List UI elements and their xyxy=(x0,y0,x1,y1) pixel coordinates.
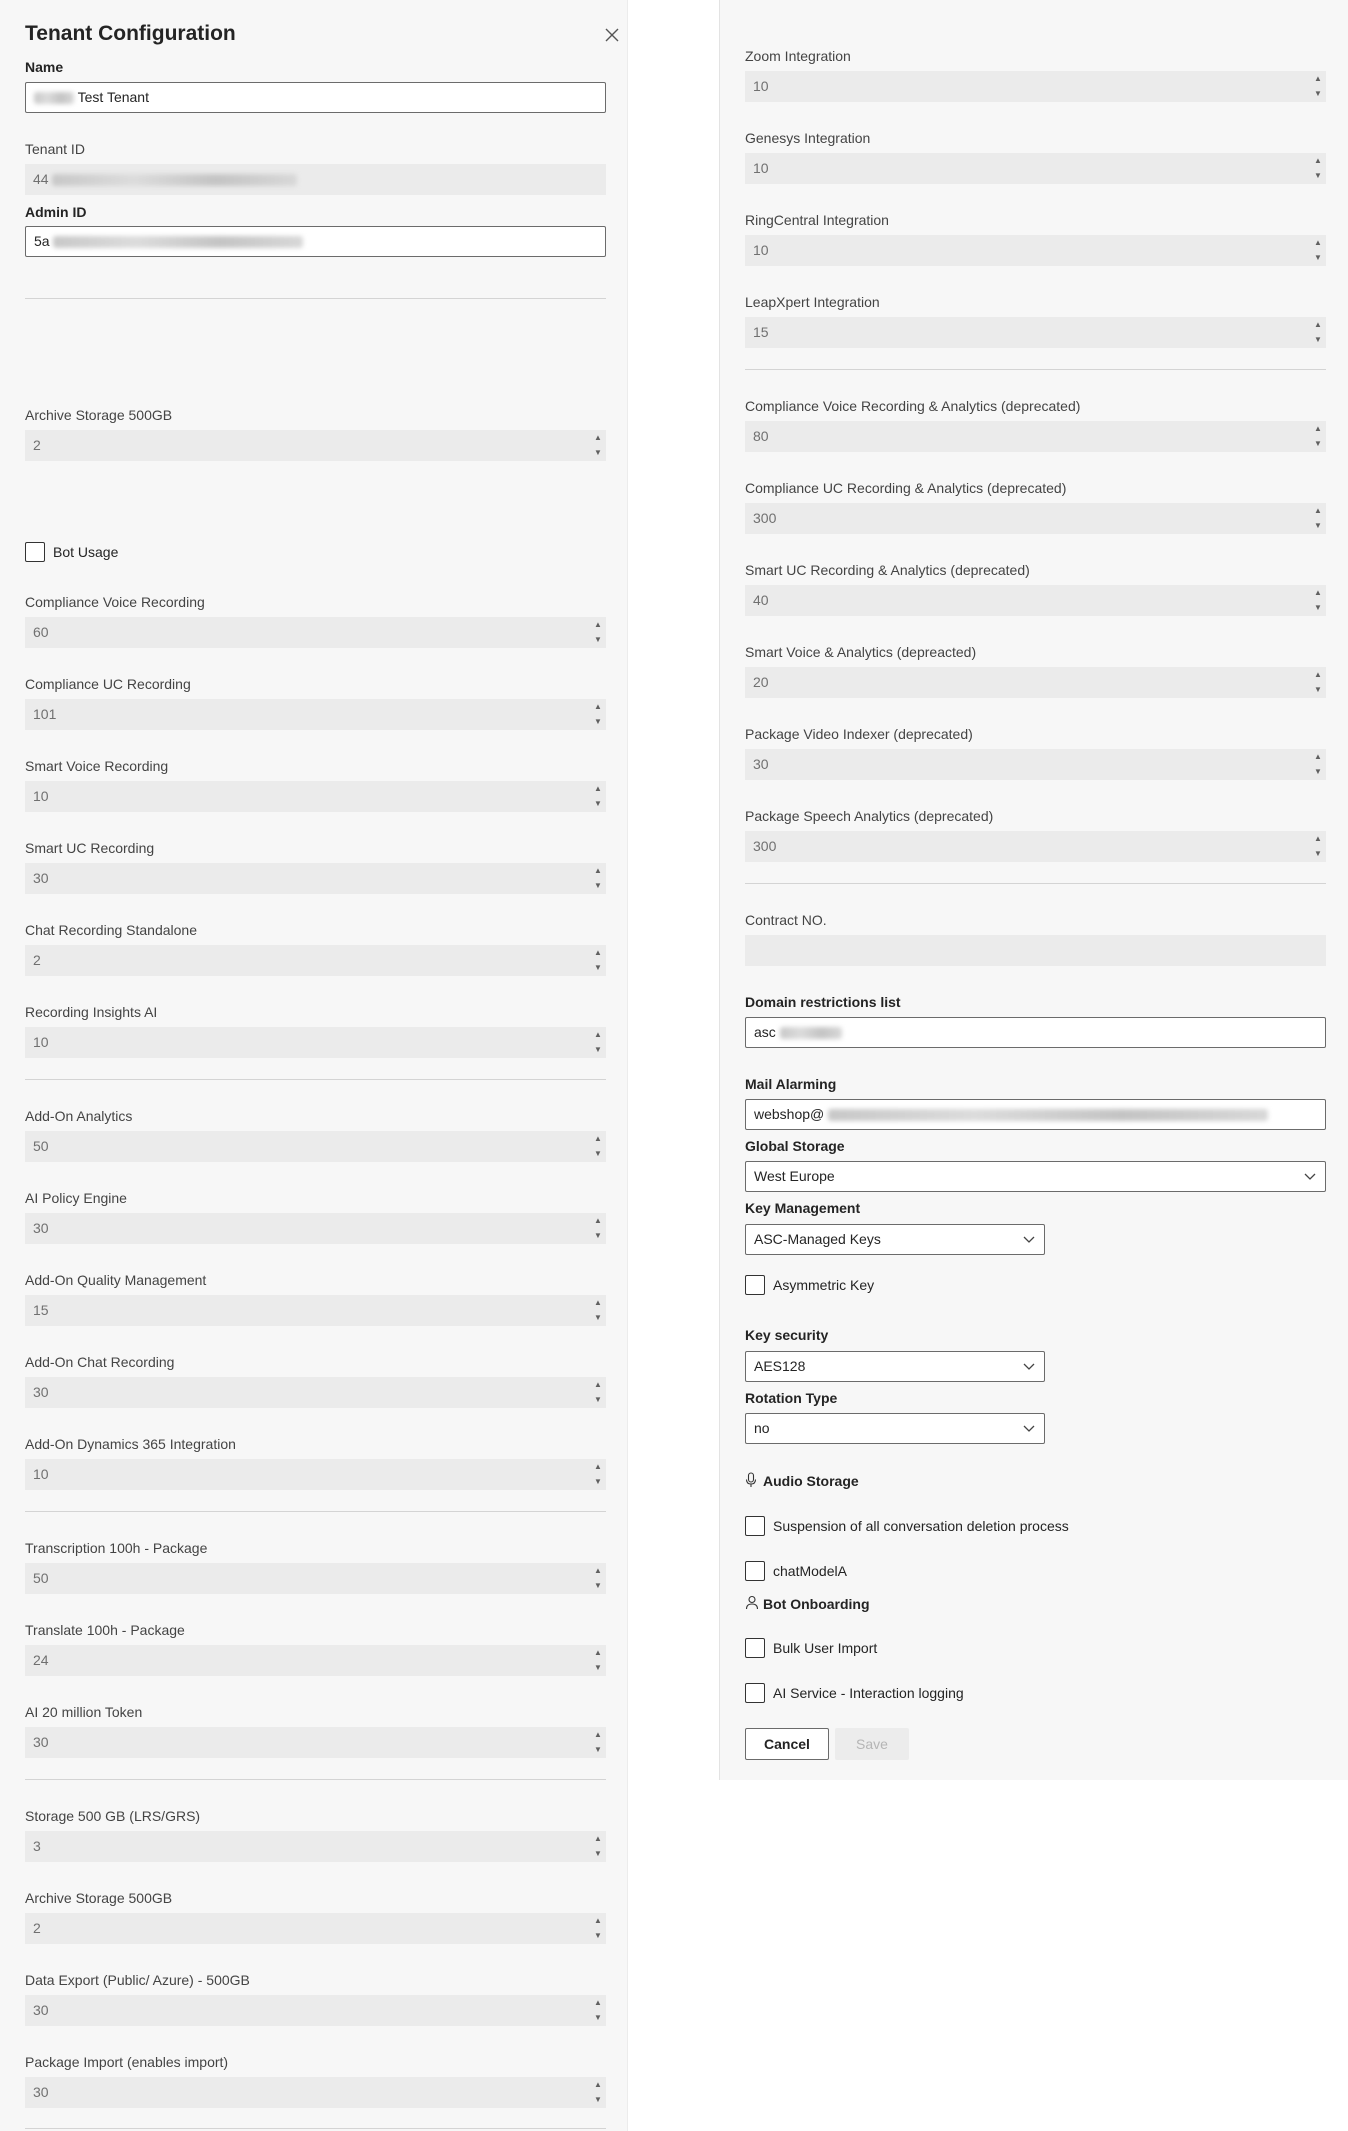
bot-usage-label: Bot Usage xyxy=(53,544,119,560)
genesys-integration-input[interactable] xyxy=(745,153,1326,184)
field-value: 40 xyxy=(753,592,769,608)
smart-uc-analytics-input[interactable] xyxy=(745,585,1326,616)
spin-up-icon[interactable]: ▲ xyxy=(594,2080,602,2089)
spinner[interactable] xyxy=(1312,751,1324,778)
field-value: 10 xyxy=(753,160,769,176)
ai-policy-engine-input[interactable] xyxy=(25,1213,606,1244)
ai-token-input[interactable] xyxy=(25,1727,606,1758)
field-value: 60 xyxy=(33,624,49,640)
mail-alarming-input[interactable] xyxy=(745,1099,1326,1130)
spin-up-icon[interactable]: ▲ xyxy=(594,702,602,711)
redacted-text xyxy=(52,174,297,186)
section-divider xyxy=(25,2128,606,2129)
close-icon[interactable] xyxy=(603,26,621,44)
spinner[interactable] xyxy=(592,1647,604,1674)
key-security-dropdown[interactable] xyxy=(745,1351,1045,1382)
chat-model-checkbox[interactable] xyxy=(745,1561,765,1581)
domain-restrictions-label: Domain restrictions list xyxy=(745,994,901,1010)
spin-down-icon[interactable]: ▼ xyxy=(594,2013,602,2022)
field-value: 10 xyxy=(33,1466,49,1482)
tenant-config-panel-right xyxy=(719,0,1348,1780)
spinner[interactable] xyxy=(1312,669,1324,696)
spinner[interactable] xyxy=(1312,833,1324,860)
field-label: Smart Voice & Analytics (depreacted) xyxy=(745,644,977,660)
spin-down-icon[interactable]: ▼ xyxy=(594,1395,602,1404)
admin-id-label: Admin ID xyxy=(25,204,87,220)
spin-down-icon[interactable]: ▼ xyxy=(1314,603,1322,612)
redacted-text xyxy=(53,236,303,248)
redacted-text xyxy=(34,92,74,104)
mail-prefix: webshop@ xyxy=(754,1106,825,1122)
suspension-checkbox[interactable] xyxy=(745,1516,765,1536)
tenant-id-prefix: 44 xyxy=(33,171,49,187)
spin-up-icon[interactable]: ▲ xyxy=(1314,588,1322,597)
spinner[interactable] xyxy=(592,1997,604,2024)
field-value: 10 xyxy=(33,1034,49,1050)
spinner[interactable] xyxy=(592,865,604,892)
microphone-icon xyxy=(745,1472,757,1488)
spinner[interactable] xyxy=(1312,505,1324,532)
spin-down-icon[interactable]: ▼ xyxy=(1314,685,1322,694)
compliance-voice-analytics-input[interactable] xyxy=(745,421,1326,452)
spin-up-icon[interactable]: ▲ xyxy=(594,1730,602,1739)
spinner[interactable] xyxy=(592,1565,604,1592)
field-label: Translate 100h - Package xyxy=(25,1622,185,1638)
transcription-package-input[interactable] xyxy=(25,1563,606,1594)
admin-id-input[interactable] xyxy=(25,226,606,257)
section-divider xyxy=(745,883,1326,884)
asymmetric-key-label: Asymmetric Key xyxy=(773,1277,875,1293)
save-button[interactable]: Save xyxy=(835,1728,909,1760)
field-value: 3 xyxy=(33,1838,41,1854)
spin-down-icon[interactable]: ▼ xyxy=(594,1231,602,1240)
field-label: AI 20 million Token xyxy=(25,1704,143,1720)
domain-prefix: asc xyxy=(754,1024,776,1040)
spin-down-icon[interactable]: ▼ xyxy=(1314,171,1322,180)
spin-down-icon[interactable]: ▼ xyxy=(594,963,602,972)
spin-down-icon[interactable]: ▼ xyxy=(594,1045,602,1054)
spin-up-icon[interactable]: ▲ xyxy=(594,1216,602,1225)
field-label: Transcription 100h - Package xyxy=(25,1540,208,1556)
field-label: Data Export (Public/ Azure) - 500GB xyxy=(25,1972,250,1988)
field-label: Archive Storage 500GB xyxy=(25,1890,173,1906)
field-label: Compliance Voice Recording & Analytics (deprecated) xyxy=(745,398,1081,414)
field-label: LeapXpert Integration xyxy=(745,294,880,310)
spinner[interactable] xyxy=(592,1297,604,1324)
spin-up-icon[interactable]: ▲ xyxy=(594,1648,602,1657)
field-value: 10 xyxy=(753,242,769,258)
field-label: Genesys Integration xyxy=(745,130,871,146)
field-value: 50 xyxy=(33,1138,49,1154)
domain-restrictions-input[interactable] xyxy=(745,1017,1326,1048)
add-on-analytics-input[interactable] xyxy=(25,1131,606,1162)
spin-up-icon[interactable]: ▲ xyxy=(594,866,602,875)
bulk-user-import-label: Bulk User Import xyxy=(773,1640,878,1656)
spin-up-icon[interactable]: ▲ xyxy=(594,1134,602,1143)
field-label: Package Speech Analytics (deprecated) xyxy=(745,808,994,824)
spin-up-icon[interactable]: ▲ xyxy=(594,433,602,442)
spin-down-icon[interactable]: ▼ xyxy=(594,881,602,890)
spinner[interactable] xyxy=(592,701,604,728)
spin-up-icon[interactable]: ▲ xyxy=(594,1030,602,1039)
spin-up-icon[interactable]: ▲ xyxy=(594,1834,602,1843)
contract-label: Contract NO. xyxy=(745,912,827,928)
spin-down-icon[interactable]: ▼ xyxy=(594,635,602,644)
key-management-value: ASC-Managed Keys xyxy=(754,1231,881,1247)
spinner[interactable] xyxy=(592,783,604,810)
smart-voice-recording-input[interactable] xyxy=(25,781,606,812)
field-label: AI Policy Engine xyxy=(25,1190,127,1206)
field-label: Compliance UC Recording & Analytics (deprecated) xyxy=(745,480,1067,496)
spinner[interactable] xyxy=(1312,423,1324,450)
rotation-type-value: no xyxy=(754,1420,770,1436)
mail-alarming-label: Mail Alarming xyxy=(745,1076,837,1092)
spinner[interactable] xyxy=(592,619,604,646)
tenant-config-panel-left xyxy=(0,0,628,2131)
spin-down-icon[interactable]: ▼ xyxy=(594,2095,602,2104)
audio-storage-heading: Audio Storage xyxy=(763,1473,859,1489)
redacted-text xyxy=(828,1109,1268,1121)
spin-down-icon[interactable]: ▼ xyxy=(1314,253,1322,262)
spinner[interactable] xyxy=(1312,237,1324,264)
ringcentral-integration-input[interactable] xyxy=(745,235,1326,266)
field-value: 30 xyxy=(33,870,49,886)
package-video-indexer-input[interactable] xyxy=(745,749,1326,780)
field-value: 2 xyxy=(33,952,41,968)
spin-down-icon[interactable]: ▼ xyxy=(1314,849,1322,858)
cancel-button[interactable]: Cancel xyxy=(745,1728,829,1760)
spin-up-icon[interactable]: ▲ xyxy=(594,1298,602,1307)
spin-down-icon[interactable]: ▼ xyxy=(594,1313,602,1322)
spin-up-icon[interactable]: ▲ xyxy=(594,1566,602,1575)
key-security-value: AES128 xyxy=(754,1358,806,1374)
spin-down-icon[interactable]: ▼ xyxy=(594,1931,602,1940)
spin-up-icon[interactable]: ▲ xyxy=(1314,74,1322,83)
spinner[interactable] xyxy=(592,2079,604,2106)
spin-up-icon[interactable]: ▲ xyxy=(594,1462,602,1471)
smart-uc-recording-input[interactable] xyxy=(25,863,606,894)
chevron-down-icon xyxy=(1023,1360,1035,1372)
spin-down-icon[interactable]: ▼ xyxy=(1314,335,1322,344)
archive-storage-input[interactable] xyxy=(25,430,606,461)
spinner[interactable] xyxy=(1312,155,1324,182)
key-management-label: Key Management xyxy=(745,1200,861,1216)
bulk-user-import-checkbox[interactable] xyxy=(745,1638,765,1658)
spin-down-icon[interactable]: ▼ xyxy=(594,1849,602,1858)
rotation-type-dropdown[interactable] xyxy=(745,1413,1045,1444)
storage-500gb-input[interactable] xyxy=(25,1831,606,1862)
suspension-label: Suspension of all conversation deletion process xyxy=(773,1518,1069,1534)
field-value: 50 xyxy=(33,1570,49,1586)
spin-down-icon[interactable]: ▼ xyxy=(594,1663,602,1672)
spinner[interactable] xyxy=(1312,73,1324,100)
spin-up-icon[interactable]: ▲ xyxy=(1314,156,1322,165)
field-value: 10 xyxy=(753,78,769,94)
spin-up-icon[interactable]: ▲ xyxy=(1314,320,1322,329)
package-speech-analytics-input[interactable] xyxy=(745,831,1326,862)
field-label: Add-On Analytics xyxy=(25,1108,133,1124)
contract-field xyxy=(745,935,1326,966)
key-management-dropdown[interactable] xyxy=(745,1224,1045,1255)
field-value: 300 xyxy=(753,838,777,854)
field-label: Smart Voice Recording xyxy=(25,758,169,774)
spinner[interactable] xyxy=(592,1461,604,1488)
field-value: 2 xyxy=(33,437,41,453)
archive-storage-input[interactable] xyxy=(25,1913,606,1944)
person-icon xyxy=(745,1595,759,1610)
field-value: 30 xyxy=(33,1384,49,1400)
field-label: Add-On Quality Management xyxy=(25,1272,207,1288)
chevron-down-icon xyxy=(1023,1233,1035,1245)
translate-package-input[interactable] xyxy=(25,1645,606,1676)
compliance-uc-recording-input[interactable] xyxy=(25,699,606,730)
spin-down-icon[interactable]: ▼ xyxy=(594,717,602,726)
global-storage-label: Global Storage xyxy=(745,1138,845,1154)
field-label: Compliance Voice Recording xyxy=(25,594,205,610)
spin-down-icon[interactable]: ▼ xyxy=(594,1477,602,1486)
spinner[interactable] xyxy=(592,432,604,459)
spinner[interactable] xyxy=(592,1215,604,1242)
chat-model-label: chatModelA xyxy=(773,1563,847,1579)
spin-down-icon[interactable]: ▼ xyxy=(594,1149,602,1158)
spin-down-icon[interactable]: ▼ xyxy=(1314,89,1322,98)
ai-service-logging-label: AI Service - Interaction logging xyxy=(773,1685,964,1701)
spin-up-icon[interactable]: ▲ xyxy=(1314,752,1322,761)
field-value: 2 xyxy=(33,1920,41,1936)
spin-up-icon[interactable]: ▲ xyxy=(594,1916,602,1925)
spinner[interactable] xyxy=(592,1729,604,1756)
spinner[interactable] xyxy=(592,1133,604,1160)
add-on-quality-management-input[interactable] xyxy=(25,1295,606,1326)
page-title: Tenant Configuration xyxy=(25,22,236,45)
spin-down-icon[interactable]: ▼ xyxy=(1314,767,1322,776)
spin-down-icon[interactable]: ▼ xyxy=(1314,439,1322,448)
field-value: 15 xyxy=(33,1302,49,1318)
spinner[interactable] xyxy=(1312,587,1324,614)
chevron-down-icon xyxy=(1023,1422,1035,1434)
spin-up-icon[interactable]: ▲ xyxy=(594,784,602,793)
bot-onboarding-heading: Bot Onboarding xyxy=(763,1596,870,1612)
field-value: 24 xyxy=(33,1652,49,1668)
name-value: Test Tenant xyxy=(77,89,149,105)
section-divider xyxy=(25,298,606,299)
field-label: Recording Insights AI xyxy=(25,1004,158,1020)
tenant-id-label: Tenant ID xyxy=(25,141,85,157)
spin-down-icon[interactable]: ▼ xyxy=(1314,521,1322,530)
field-value: 101 xyxy=(33,706,57,722)
asymmetric-key-checkbox[interactable] xyxy=(745,1275,765,1295)
field-label: Archive Storage 500GB xyxy=(25,407,173,423)
data-export-input[interactable] xyxy=(25,1995,606,2026)
global-storage-value: West Europe xyxy=(754,1168,835,1184)
field-label: Package Video Indexer (deprecated) xyxy=(745,726,973,742)
spinner[interactable] xyxy=(592,1029,604,1056)
spinner[interactable] xyxy=(1312,319,1324,346)
package-import-input[interactable] xyxy=(25,2077,606,2108)
field-label: Smart UC Recording xyxy=(25,840,155,856)
spin-up-icon[interactable]: ▲ xyxy=(1314,506,1322,515)
section-divider xyxy=(25,1779,606,1780)
field-value: 300 xyxy=(753,510,777,526)
recording-insights-ai-input[interactable] xyxy=(25,1027,606,1058)
compliance-uc-analytics-input[interactable] xyxy=(745,503,1326,534)
spin-up-icon[interactable]: ▲ xyxy=(594,948,602,957)
field-label: Add-On Dynamics 365 Integration xyxy=(25,1436,236,1452)
section-divider xyxy=(745,369,1326,370)
section-divider xyxy=(25,1079,606,1080)
spin-up-icon[interactable]: ▲ xyxy=(594,620,602,629)
chat-recording-standalone-input[interactable] xyxy=(25,945,606,976)
spinner[interactable] xyxy=(592,947,604,974)
spin-down-icon[interactable]: ▼ xyxy=(594,448,602,457)
field-label: Storage 500 GB (LRS/GRS) xyxy=(25,1808,201,1824)
compliance-voice-recording-input[interactable] xyxy=(25,617,606,648)
rotation-type-label: Rotation Type xyxy=(745,1390,838,1406)
section-divider xyxy=(25,1511,606,1512)
name-input[interactable] xyxy=(25,82,606,113)
spin-down-icon[interactable]: ▼ xyxy=(594,799,602,808)
name-label: Name xyxy=(25,59,64,75)
field-label: Chat Recording Standalone xyxy=(25,922,198,938)
ai-service-logging-checkbox[interactable] xyxy=(745,1683,765,1703)
spinner[interactable] xyxy=(592,1915,604,1942)
redacted-text xyxy=(780,1027,842,1039)
field-label: Smart UC Recording & Analytics (deprecated) xyxy=(745,562,1030,578)
spinner[interactable] xyxy=(592,1833,604,1860)
spin-down-icon[interactable]: ▼ xyxy=(594,1581,602,1590)
field-label: Compliance UC Recording xyxy=(25,676,191,692)
leapxpert-integration-input[interactable] xyxy=(745,317,1326,348)
spinner[interactable] xyxy=(592,1379,604,1406)
field-value: 30 xyxy=(33,1220,49,1236)
spin-down-icon[interactable]: ▼ xyxy=(594,1745,602,1754)
spin-up-icon[interactable]: ▲ xyxy=(594,1380,602,1389)
admin-id-prefix: 5a xyxy=(34,233,50,249)
field-value: 30 xyxy=(33,2002,49,2018)
field-label: Zoom Integration xyxy=(745,48,851,64)
zoom-integration-input[interactable] xyxy=(745,71,1326,102)
field-value: 15 xyxy=(753,324,769,340)
field-value: 30 xyxy=(753,756,769,772)
field-label: Package Import (enables import) xyxy=(25,2054,229,2070)
spin-up-icon[interactable]: ▲ xyxy=(1314,670,1322,679)
field-label: RingCentral Integration xyxy=(745,212,889,228)
field-value: 80 xyxy=(753,428,769,444)
spin-up-icon[interactable]: ▲ xyxy=(1314,424,1322,433)
field-value: 10 xyxy=(33,788,49,804)
global-storage-dropdown[interactable] xyxy=(745,1161,1326,1192)
add-on-chat-recording-input[interactable] xyxy=(25,1377,606,1408)
smart-voice-analytics-input[interactable] xyxy=(745,667,1326,698)
spin-up-icon[interactable]: ▲ xyxy=(1314,834,1322,843)
field-value: 30 xyxy=(33,2084,49,2100)
add-on-dynamics-365-input[interactable] xyxy=(25,1459,606,1490)
field-value: 20 xyxy=(753,674,769,690)
spin-up-icon[interactable]: ▲ xyxy=(594,1998,602,2007)
bot-usage-checkbox[interactable] xyxy=(25,542,45,562)
tenant-id-field xyxy=(25,164,606,195)
field-value: 30 xyxy=(33,1734,49,1750)
spin-up-icon[interactable]: ▲ xyxy=(1314,238,1322,247)
chevron-down-icon xyxy=(1304,1170,1316,1182)
key-security-label: Key security xyxy=(745,1327,829,1343)
field-label: Add-On Chat Recording xyxy=(25,1354,175,1370)
